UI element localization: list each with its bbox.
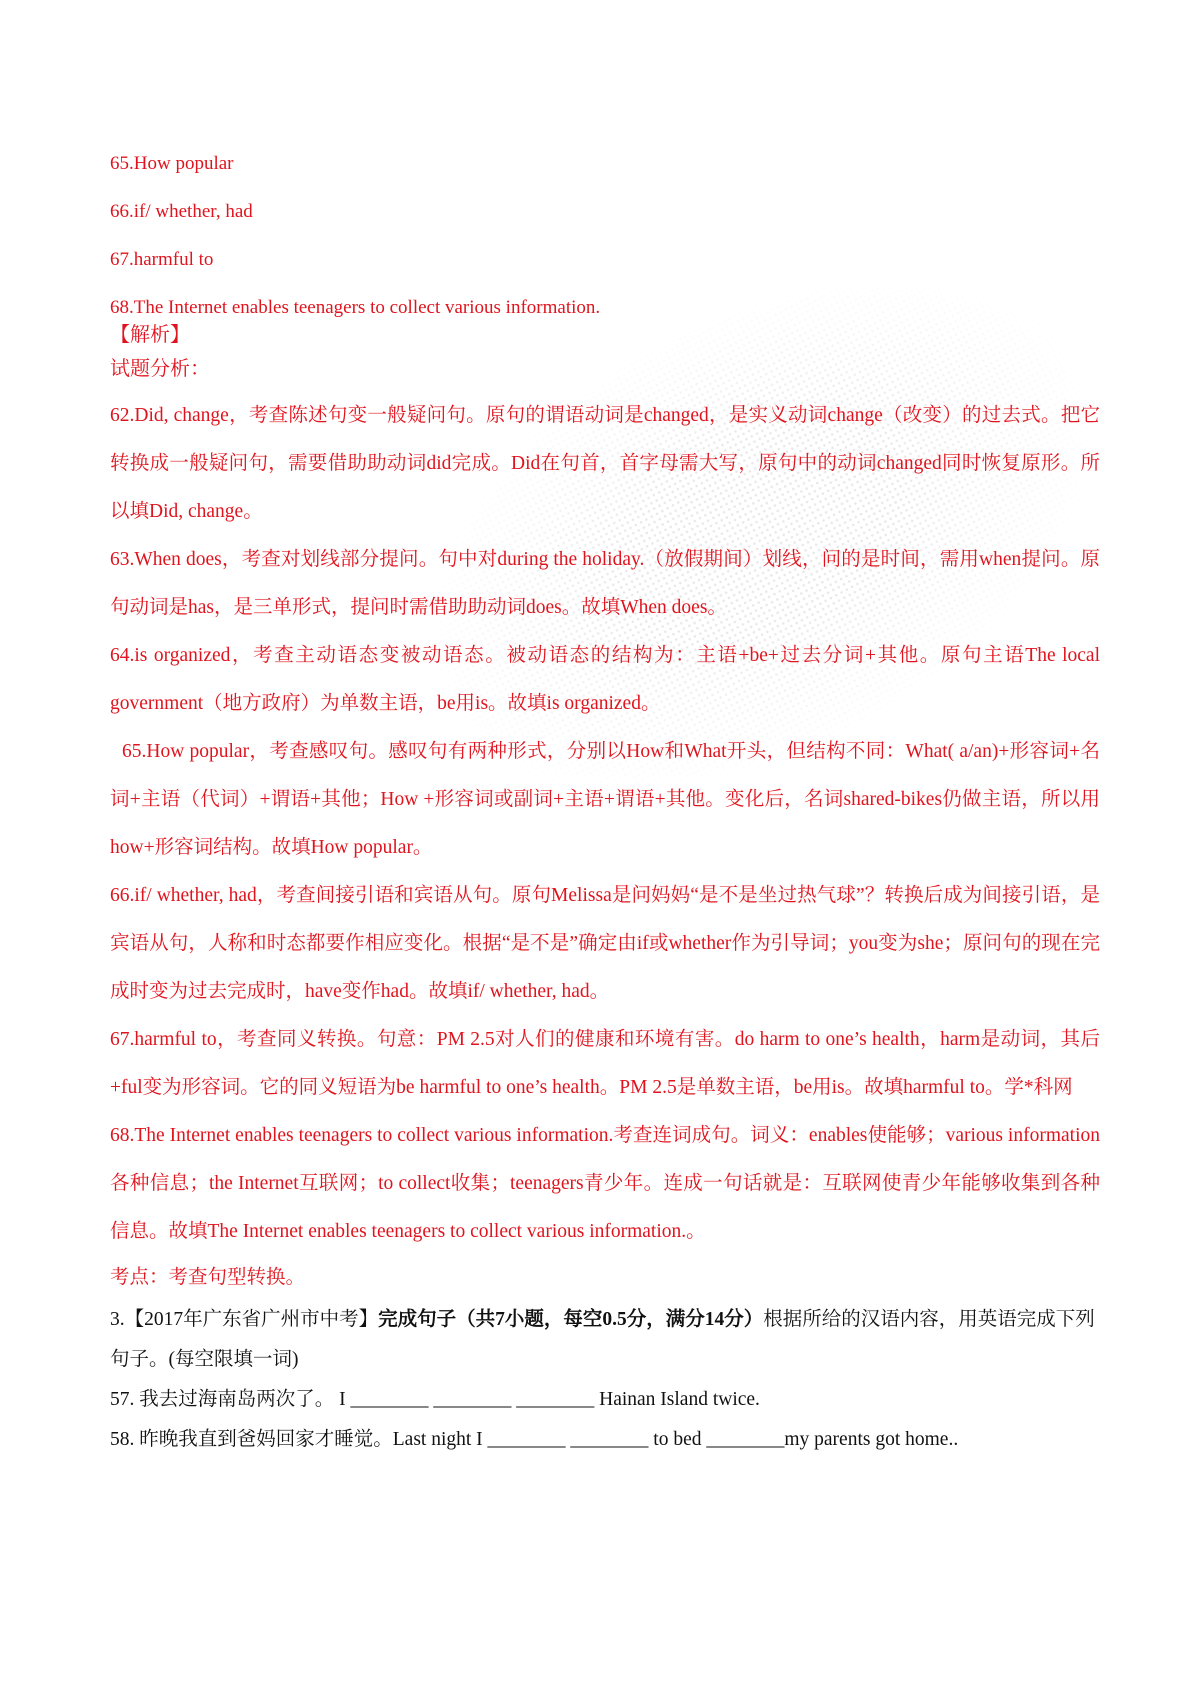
explanation-67: 67.harmful to，考查同义转换。句意：PM 2.5对人们的健康和环境有害。do harm to one’s health，harm是动词，其后+ful变为形容词。它的同义短语为be harmful to one’s health。PM 2.5是单数主语，be用is。故填harmful to。学*科网 — [110, 1029, 1100, 1098]
explanation-63: 63.When does，考查对划线部分提问。句中对during the holiday.（放假期间）划线，问的是时间，需用when提问。原句动词是has，是三单形式，提问时需借助助动词does。故填When does。 — [110, 549, 1100, 618]
answer-67: 67.harmful to — [110, 249, 214, 270]
explanation-64: 64.is organized，考查主动语态变被动语态。被动语态的结构为：主语+be+过去分词+其他。原句主语The local government（地方政府）为单数主语，be用is。故填is organized。 — [110, 645, 1100, 714]
question-58: 58. 昨晚我直到爸妈回家才睡觉。Last night I ________ ________ to bed ________my parents got home.. — [110, 1429, 959, 1450]
answer-66: 66.if/ whether, had — [110, 201, 253, 222]
explanation-68: 68.The Internet enables teenagers to collect various information.考查连词成句。词义：enables使能够；various information各种信息；the Internet互联网；to collect收集；teenagers青少年。连成一句话就是：互联网使青少年能够收集到各种信息。故填The Internet enables teenagers to collect various information.。 — [110, 1125, 1100, 1242]
section-instruction: 根据所给的汉语内容，用英语完成下列句子。(每空限填一词) — [110, 1309, 1095, 1370]
explanation-66: 66.if/ whether, had，考查间接引语和宾语从句。原句Melissa是问妈妈“是不是坐过热气球”？转换后成为间接引语，是宾语从句，人称和时态都要作相应变化。根据“是不是”确定由if或whether作为引导词；you变为she；原问句的现在完成时变为过去完成时，have变作had。故填if/ whether, had。 — [110, 885, 1100, 1002]
kaodian-note: 考点：考查句型转换。 — [110, 1267, 306, 1288]
analysis-subheader: 试题分析： — [110, 358, 210, 380]
explanation-62: 62.Did, change，考查陈述句变一般疑问句。原句的谓语动词是changed，是实义动词change（改变）的过去式。把它转换成一般疑问句，需要借助助动词did完成。Did在句首，首字母需大写，原句中的动词changed同时恢复原形。所以填Did, change。 — [110, 405, 1100, 522]
analysis-header: 【解析】 — [110, 324, 190, 346]
answer-68: 68.The Internet enables teenagers to collect various information. — [110, 297, 601, 318]
page-content — [110, 152, 1100, 1460]
section-3-heading — [110, 1300, 1100, 1380]
section-source: 【2017年广东省广州市中考】 — [124, 1309, 379, 1330]
answer-65: 65.How popular — [110, 153, 234, 174]
explanation-65: 65.How popular，考查感叹句。感叹句有两种形式，分别以How和What开头，但结构不同：What( a/an)+形容词+名词+主语（代词）+谓语+其他；How +形容词或副词+主语+谓语+其他。变化后，名词shared-bikes仍做主语，所以用how+形容词结构。故填How popular。 — [110, 741, 1100, 858]
section-number: 3. — [110, 1309, 125, 1330]
section-title: 完成句子（共7小题，每空0.5分，满分14分） — [378, 1309, 764, 1330]
question-57: 57. 我去过海南岛两次了。 I ________ ________ ________ Hainan Island twice. — [110, 1389, 760, 1410]
